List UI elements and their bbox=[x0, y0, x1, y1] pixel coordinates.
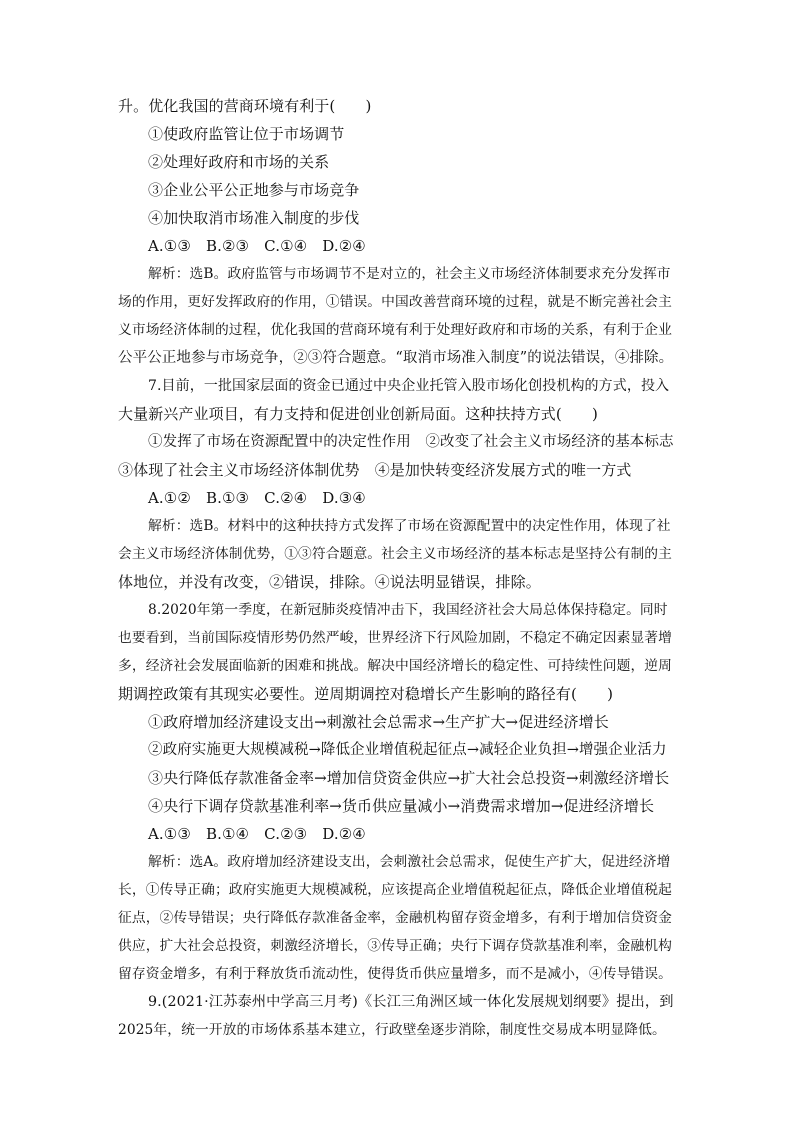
text-line: ②政府实施更大规模减税→降低企业增值税起征点→减轻企业负担→增强企业活力 bbox=[148, 742, 667, 758]
text-line: ②处理好政府和市场的关系 bbox=[148, 153, 330, 171]
text-line: ①使政府监管让位于市场调节 bbox=[148, 125, 345, 143]
text-line: ③央行降低存款准备金率→增加信贷资金供应→扩大社会总投资→刺激经济增长 bbox=[148, 769, 670, 787]
text-line: ①政府增加经济建设支出→刺激社会总需求→生产扩大→促进经济增长 bbox=[148, 713, 609, 731]
text-line: 征点，②传导错误；央行降低存款准备金率，金融机构留存资金增多，有利于增加信贷资金 bbox=[118, 910, 673, 926]
text-line: ③体现了社会主义市场经济体制优势 ④是加快转变经济发展方式的唯一方式 bbox=[118, 461, 632, 479]
text-line: ④央行下调存贷款基准利率→货币供应量减小→消费需求增加→促进经济增长 bbox=[148, 797, 655, 815]
text-line: 体地位，并没有改变，②错误，排除。④说法明显错误，排除。 bbox=[118, 573, 541, 591]
text-line: ①发挥了市场在资源配置中的决定性作用 ②改变了社会主义市场经济的基本标志 bbox=[148, 434, 674, 450]
text-line: 解析：选B。材料中的这种扶持方式发挥了市场在资源配置中的决定性作用，体现了社 bbox=[148, 518, 671, 534]
text-line: 9.(2021·江苏泰州中学高三月考)《长江三角洲区域一体化发展规划纲要》提出，到 bbox=[148, 994, 674, 1010]
text-line: 义市场经济体制的过程，优化我国的营商环境有利于处理好政府和市场的关系，有利于企业 bbox=[118, 322, 673, 338]
text-line: ④加快取消市场准入制度的步伐 bbox=[148, 209, 360, 227]
text-line: 大量新兴产业项目，有力支持和促进创业创新局面。这种扶持方式( ) bbox=[118, 405, 599, 423]
text-line: A.①③ B.②③ C.①④ D.②④ bbox=[148, 237, 366, 255]
text-line: A.①② B.①③ C.②④ D.③④ bbox=[148, 489, 366, 507]
text-line: 7.目前，一批国家层面的资金已通过中央企业托管入股市场化创投机构的方式，投入 bbox=[148, 378, 670, 394]
text-line: 8.2020年第一季度，在新冠肺炎疫情冲击下，我国经济社会大局总体保持稳定。同时 bbox=[148, 602, 668, 618]
text-line: 升。优化我国的营商环境有利于( ) bbox=[118, 97, 372, 115]
text-line: A.①③ B.①④ C.②③ D.②④ bbox=[148, 825, 366, 843]
text-line: 场的作用，更好发挥政府的作用，①错误。中国改善营商环境的过程，就是不断完善社会主 bbox=[118, 294, 673, 310]
document-body bbox=[118, 92, 674, 1044]
text-line: 也要看到，当前国际疫情形势仍然严峻，世界经济下行风险加剧，不稳定不确定因素显著增 bbox=[118, 630, 673, 646]
text-line: 长，①传导正确；政府实施更大规模减税，应该提高企业增值税起征点，降低企业增值税起 bbox=[118, 882, 673, 898]
text-line: ③企业公平公正地参与市场竞争 bbox=[148, 181, 360, 199]
text-line: 公平公正地参与市场竞争，②③符合题意。“取消市场准入制度”的说法错误，④排除。 bbox=[118, 350, 674, 366]
text-line: 供应，扩大社会总投资，刺激经济增长，③传导正确；央行下调存贷款基准利率，金融机构 bbox=[118, 938, 673, 954]
text-line: 解析：选A。政府增加经济建设支出，会刺激社会总需求，促使生产扩大，促进经济增 bbox=[148, 854, 671, 870]
text-line: 会主义市场经济体制优势，①③符合题意。社会主义市场经济的基本标志是坚持公有制的主 bbox=[118, 546, 673, 562]
text-line: 期调控政策有其现实必要性。逆周期调控对稳增长产生影响的路径有( ) bbox=[118, 685, 614, 703]
text-line: 留存资金增多，有利于释放货币流动性，使得货币供应量增多，而不是减小，④传导错误。 bbox=[118, 966, 673, 982]
text-line: 2025年，统一开放的市场体系基本建立，行政壁垒逐步消除，制度性交易成本明显降低。 bbox=[118, 1022, 666, 1038]
text-line: 解析：选B。政府监管与市场调节不是对立的，社会主义市场经济体制要求充分发挥市 bbox=[148, 266, 671, 282]
text-line: 多，经济社会发展面临新的困难和挑战。解决中国经济增长的稳定性、可持续性问题，逆周 bbox=[118, 658, 673, 674]
